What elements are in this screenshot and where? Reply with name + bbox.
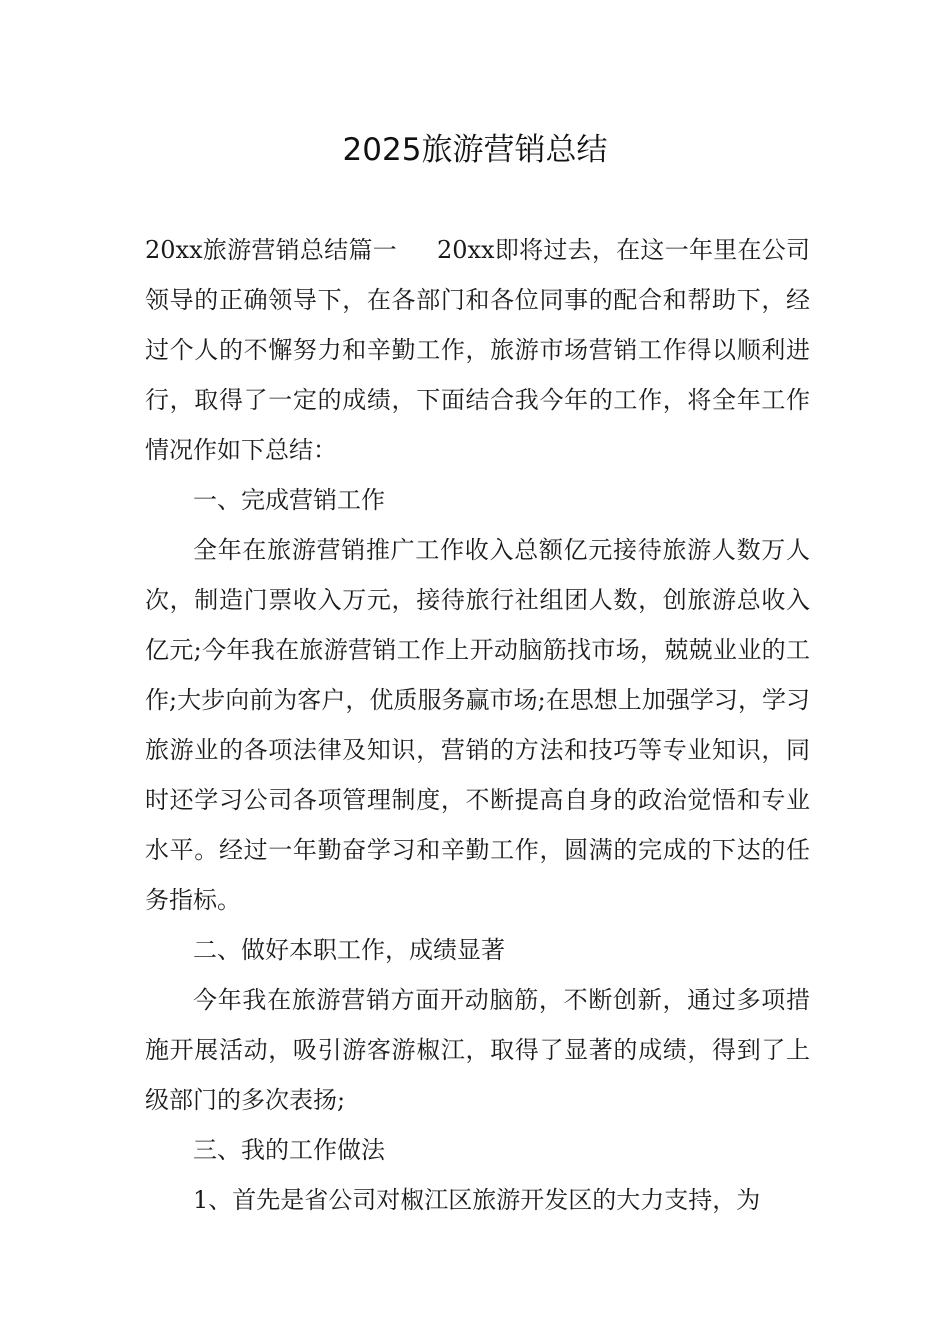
document-title: 2025旅游营销总结 [342, 132, 608, 168]
document-body [145, 225, 810, 1225]
section-heading-3: 三、我的工作做法 [193, 1136, 385, 1164]
section-paragraph-3: 1、首先是省公司对椒江区旅游开发区的大力支持，为 [193, 1186, 761, 1214]
section-paragraph-2: 今年我在旅游营销方面开动脑筋，不断创新，通过多项措施开展活动，吸引游客游椒江，取得了显著的成绩，得到了上级部门的多次表扬; [145, 986, 810, 1114]
section-heading-1: 一、完成营销工作 [193, 486, 385, 514]
intro-text: 20xx即将过去，在这一年里在公司领导的正确领导下，在各部门和各位同事的配合和帮助下，经过个人的不懈努力和辛勤工作，旅游市场营销工作得以顺利进行，取得了一定的成绩，下面结合我今年的工作，将全年工作情况作如下总结： [145, 236, 811, 464]
intro-heading: 20xx旅游营销总结篇一 [145, 236, 397, 264]
section-paragraph-1: 全年在旅游营销推广工作收入总额亿元接待旅游人数万人次，制造门票收入万元，接待旅行社组团人数，创旅游总收入亿元;今年我在旅游营销工作上开动脑筋找市场，兢兢业业的工作;大步向前为客户，优质服务赢市场;在思想上加强学习，学习旅游业的各项法律及知识，营销的方法和技巧等专业知识，同时还学习公司各项管理制度，不断提高自身的政治觉悟和专业水平。经过一年勤奋学习和辛勤工作，圆满的完成的下达的任务指标。 [145, 536, 810, 914]
intro-paragraph [145, 225, 810, 475]
section-heading-2: 二、做好本职工作，成绩显著 [193, 936, 505, 964]
